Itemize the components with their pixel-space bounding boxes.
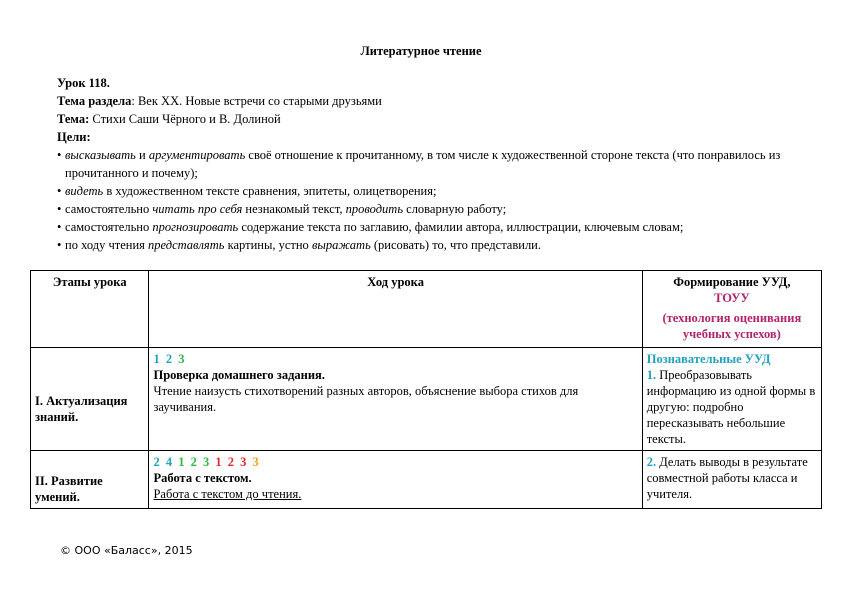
activity-number: 1 [153,352,160,366]
goal-emphasis: высказывать [65,148,136,162]
goal-emphasis: представлять [148,238,225,252]
goal-item [57,236,797,254]
goal-emphasis: прогнозировать [152,220,239,234]
lesson-intro [57,74,797,254]
uud-number: 1. [646,368,657,382]
uud-cell [642,348,821,451]
activity-number: 4 [165,455,173,469]
activity-number: 1 [215,455,222,469]
activity-heading: Работа с текстом. [153,471,252,485]
goals-label: Цели: [57,130,91,144]
goal-emphasis: читать про себя [152,202,243,216]
document-title: Литературное чтение [360,44,482,58]
header-uud [642,271,821,348]
activity-numbers [153,454,637,470]
header-touu-desc: (технология оценивания учебных успехов) [662,311,802,341]
goal-emphasis: проводить [345,202,404,216]
stage-cell: I. Актуализация знаний. [31,348,149,451]
section-line [57,92,797,110]
goal-item [57,182,797,200]
goal-text: по ходу чтения [65,238,149,252]
goal-text: картины, устно [224,238,312,252]
lesson-table [30,270,822,509]
goal-text: (рисовать) то, что представили. [370,238,541,252]
goal-text: незнакомый текст, [242,202,346,216]
topic-value: Стихи Саши Чёрного и В. Долиной [89,112,281,126]
activity-number: 3 [240,455,247,469]
goal-text: самостоятельно [65,202,153,216]
goal-emphasis: выражать [311,238,371,252]
lesson-number: Урок 118. [57,76,110,90]
uud-text: Делать выводы в результате совместной работы класса и учителя. [646,455,808,501]
topic-line [57,110,797,128]
activity-text: Работа с текстом до чтения. [153,487,302,501]
header-course: Ход урока [149,271,642,348]
activity-text: Чтение наизусть стихотворений разных авторов, объяснение выбора стихов для заучивания. [153,384,579,414]
goal-text: и [135,148,149,162]
header-stages: Этапы урока [31,271,149,348]
goal-text: содержание текста по заглавию, фамилии автора, иллюстрации, ключевым словам; [238,220,684,234]
activity-number: 1 [178,455,185,469]
table-row [31,451,822,509]
goal-emphasis: видеть [65,184,104,198]
goal-item [57,200,797,218]
goal-text: своё отношение к прочитанному, в том числе к художественной стороне текста (что понравилось из прочитанного и почему); [65,148,781,180]
copyright-footer: © ООО «Баласс», 2015 [60,544,193,557]
activity-number: 2 [153,455,160,469]
activity-number: 2 [190,455,197,469]
goal-text: самостоятельно [65,220,153,234]
header-uud-title: Формирование УУД, [673,275,791,289]
uud-item [647,454,817,502]
uud-number: 2. [646,455,657,469]
table-header-row [31,271,822,348]
header-touu: ТОУУ [714,291,750,305]
activity-heading: Проверка домашнего задания. [153,368,325,382]
uud-cell [642,451,821,509]
goal-item [57,218,797,236]
activity-numbers [153,351,637,367]
goal-text: словарную работу; [403,202,507,216]
uud-title: Познавательные УУД [646,352,771,366]
uud-item [647,367,817,447]
table-row [31,348,822,451]
topic-label: Тема: [57,112,90,126]
activity-number: 2 [227,455,234,469]
goal-emphasis: аргументировать [148,148,246,162]
course-cell [149,451,642,509]
activity-number: 2 [165,352,173,366]
stage-cell: II. Развитие умений. [31,451,149,509]
section-label: Тема раздела [57,94,132,108]
course-cell [149,348,642,451]
goal-item [57,146,797,182]
activity-number: 3 [202,455,210,469]
activity-number: 3 [178,352,185,366]
activity-number: 3 [252,455,259,469]
section-value: : Век XX. Новые встречи со старыми друзьями [131,94,382,108]
goal-text: в художественном тексте сравнения, эпитеты, олицетворения; [103,184,437,198]
uud-text: Преобразовывать информацию из одной формы в другую: подробно пересказывать небольшие тексты. [646,368,816,446]
